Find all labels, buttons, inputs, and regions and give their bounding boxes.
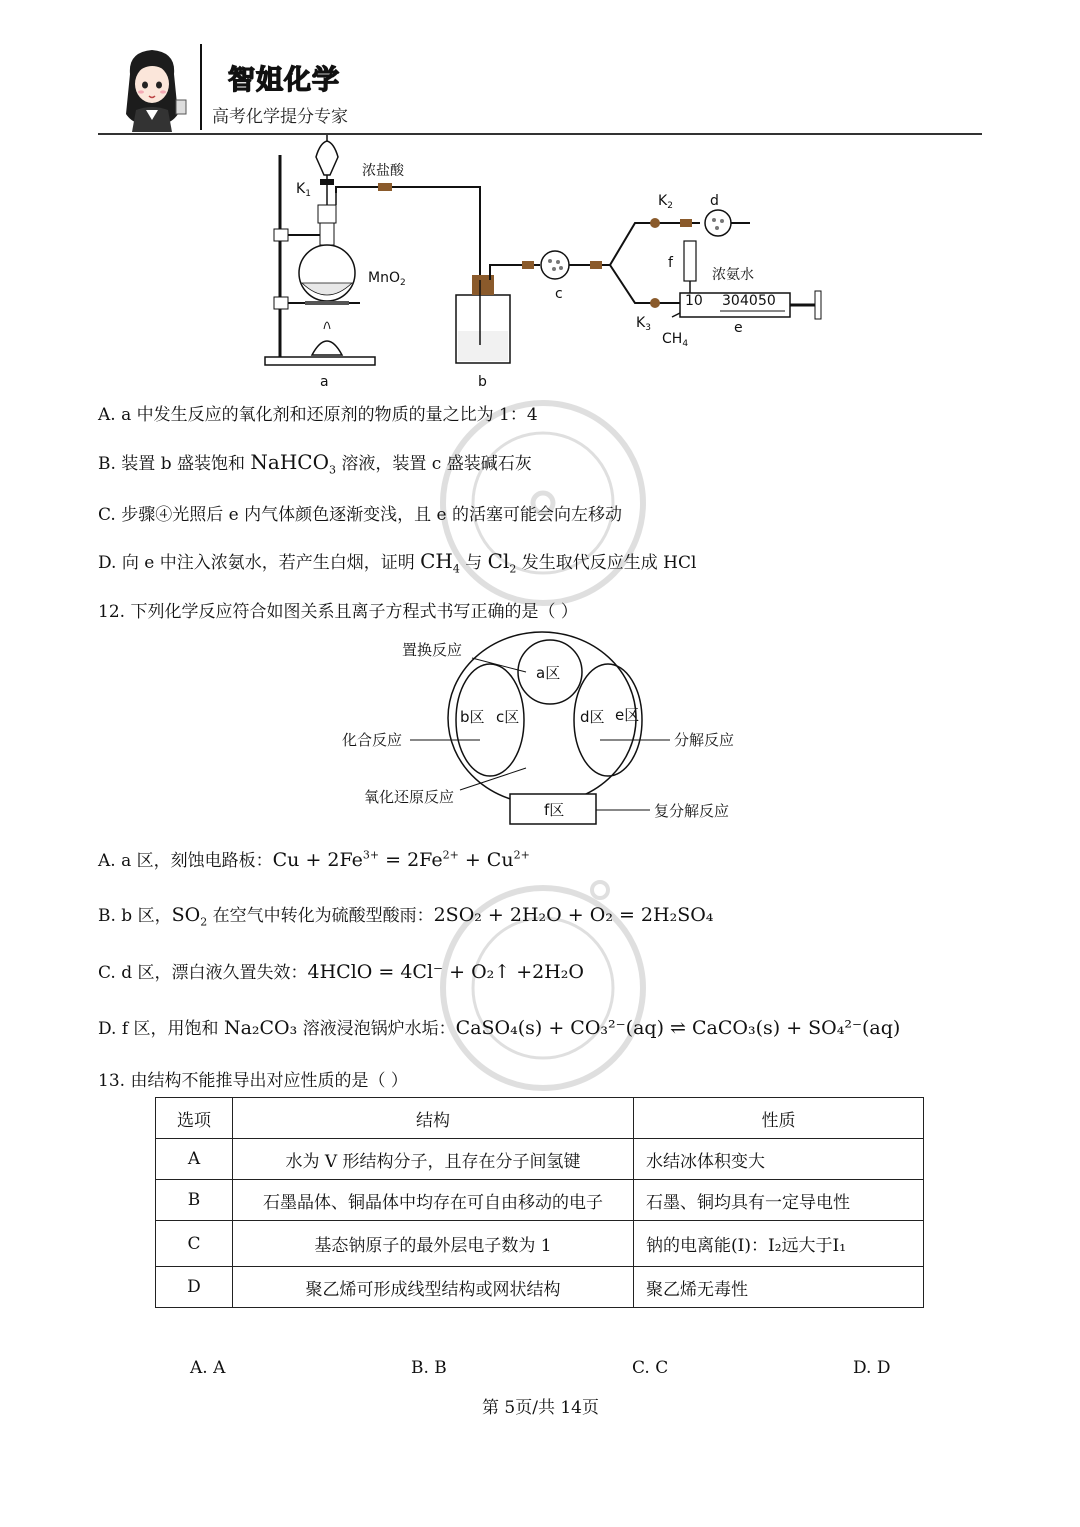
q13-choice-c: C. C — [632, 1358, 669, 1378]
scale-30: 30 — [722, 293, 740, 309]
avatar — [110, 44, 194, 132]
table-row — [156, 1180, 924, 1221]
label-b-zone: b区 — [460, 708, 485, 726]
clamp-lower — [274, 297, 288, 309]
q13-choice-a: A. A — [190, 1358, 226, 1378]
scale-50: 50 — [758, 293, 776, 309]
stopcock-k2 — [650, 218, 660, 228]
wire-gauze — [305, 301, 349, 305]
table-row — [156, 1139, 924, 1180]
table-cell: A — [156, 1139, 233, 1180]
label-c-zone: c区 — [496, 708, 520, 726]
scale-10: 10 — [685, 293, 703, 309]
label-c: c — [555, 286, 563, 302]
table-cell: 聚乙烯可形成线型结构或网状结构 — [233, 1267, 634, 1308]
drying-tube-c — [541, 251, 569, 279]
label-displacement: 置换反应 — [402, 641, 463, 659]
label-d: d — [710, 193, 719, 209]
label-redox: 氧化还原反应 — [364, 788, 455, 806]
q12-option-b: B. b 区，$SO_2$ 在空气中转化为硫酸型酸雨：2SO₂ + 2H₂O + O₂ = 2H₂SO₄ — [98, 904, 714, 929]
table-cell: 基态钠原子的最外层电子数为 1 — [233, 1221, 634, 1267]
table-cell: 水为 V 形结构分子，且存在分子间氢键 — [233, 1139, 634, 1180]
q12-option-c: C. d 区，漂白液久置失效：4HClO = 4Cl⁻ + O₂↑ +2H₂O — [98, 961, 585, 983]
clamp-upper — [274, 229, 288, 241]
label-e: e — [734, 320, 743, 336]
header — [0, 0, 1080, 140]
q12-stem: 12. 下列化学反应符合如图关系且离子方程式书写正确的是（ ） — [98, 602, 578, 622]
flask-stopper — [318, 205, 336, 223]
table-row — [156, 1221, 924, 1267]
scale-40: 40 — [740, 293, 758, 309]
table-cell: 聚乙烯无毒性 — [634, 1267, 924, 1308]
q13-table — [155, 1097, 924, 1308]
label-hcl: 浓盐酸 — [362, 163, 404, 179]
separatory-funnel — [316, 141, 338, 175]
q12-option-a: A. a 区，刻蚀电路板：$Cu + 2Fe^{3+} = 2Fe^{2+} + Cu^{2+}$ — [98, 848, 530, 871]
label-d-zone: d区 — [580, 708, 605, 726]
q11-option-c: C. 步骤④光照后 e 内气体颜色逐渐变浅，且 e 的活塞可能会向左移动 — [98, 505, 622, 525]
label-f: f — [668, 255, 673, 271]
label-b: b — [478, 374, 487, 390]
table-row — [156, 1267, 924, 1308]
q13-choice-d: D. D — [853, 1358, 891, 1378]
label-k2: $K_2$ — [658, 193, 673, 211]
label-combination: 化合反应 — [342, 731, 403, 749]
tube-a-to-b — [336, 187, 480, 280]
q11-option-a: A. a 中发生反应的氧化剂和还原剂的物质的量之比为 1：4 — [98, 405, 538, 425]
label-ammonia: 浓氨水 — [712, 267, 754, 283]
label-k1: $K_1$ — [296, 181, 311, 199]
table-header-option: 选项 — [156, 1098, 233, 1139]
table-cell: D — [156, 1267, 233, 1308]
table-cell: B — [156, 1180, 233, 1221]
page-footer: 第 5页/共 14页 — [482, 1398, 599, 1418]
label-mno2: MnO$_2$ — [368, 270, 406, 288]
label-ch4: $CH_4$ — [662, 331, 689, 349]
table-cell: 钠的电离能(I)：I₂远大于I₁ — [634, 1221, 924, 1267]
table-header-structure: 结构 — [233, 1098, 634, 1139]
header-divider-vertical — [200, 44, 202, 130]
label-e-zone: e区 — [615, 706, 640, 724]
drying-tube-d — [705, 210, 731, 236]
q13-choice-b: B. B — [411, 1358, 447, 1378]
q13-stem: 13. 由结构不能推导出对应性质的是（ ） — [98, 1071, 408, 1091]
q11-option-b: B. 装置 b 盛装饱和 NaHCO$_3$ 溶液，装置 c 盛装碱石灰 — [98, 450, 532, 477]
table-cell: 水结冰体积变大 — [634, 1139, 924, 1180]
brand-title: 智姐化学 — [228, 65, 340, 96]
label-a-zone: a区 — [536, 664, 561, 682]
stand-base — [265, 357, 375, 365]
brand-subtitle: 高考化学提分专家 — [212, 107, 348, 127]
table-cell: C — [156, 1221, 233, 1267]
label-k3: $K_3$ — [636, 315, 651, 333]
label-decomposition: 分解反应 — [674, 731, 735, 749]
table-cell: 石墨晶体、铜晶体中均存在可自由移动的电子 — [233, 1180, 634, 1221]
connector-1 — [378, 183, 392, 191]
label-a: a — [320, 374, 329, 390]
table-header-row — [156, 1098, 924, 1139]
alcohol-lamp — [312, 341, 342, 355]
reaction-venn-diagram — [330, 630, 750, 830]
tube-f — [684, 241, 696, 281]
label-f-zone: f区 — [544, 801, 565, 819]
q11-option-d: D. 向 e 中注入浓氨水，若产生白烟，证明 $CH_4$ 与 $Cl_2$ 发生取代反应生成 HCl — [98, 549, 697, 576]
q12-option-d: D. f 区，用饱和 Na₂CO₃ 溶液浸泡锅炉水垢：CaSO₄(s) + CO₃²⁻(aq) ⇌ CaCO₃(s) + SO₄²⁻(aq) — [98, 1017, 901, 1039]
table-cell: 石墨、铜均具有一定导电性 — [634, 1180, 924, 1221]
stopcock-k3 — [650, 298, 660, 308]
label-double-decomp: 复分解反应 — [654, 802, 730, 820]
apparatus-diagram — [250, 135, 840, 395]
table-header-property: 性质 — [634, 1098, 924, 1139]
